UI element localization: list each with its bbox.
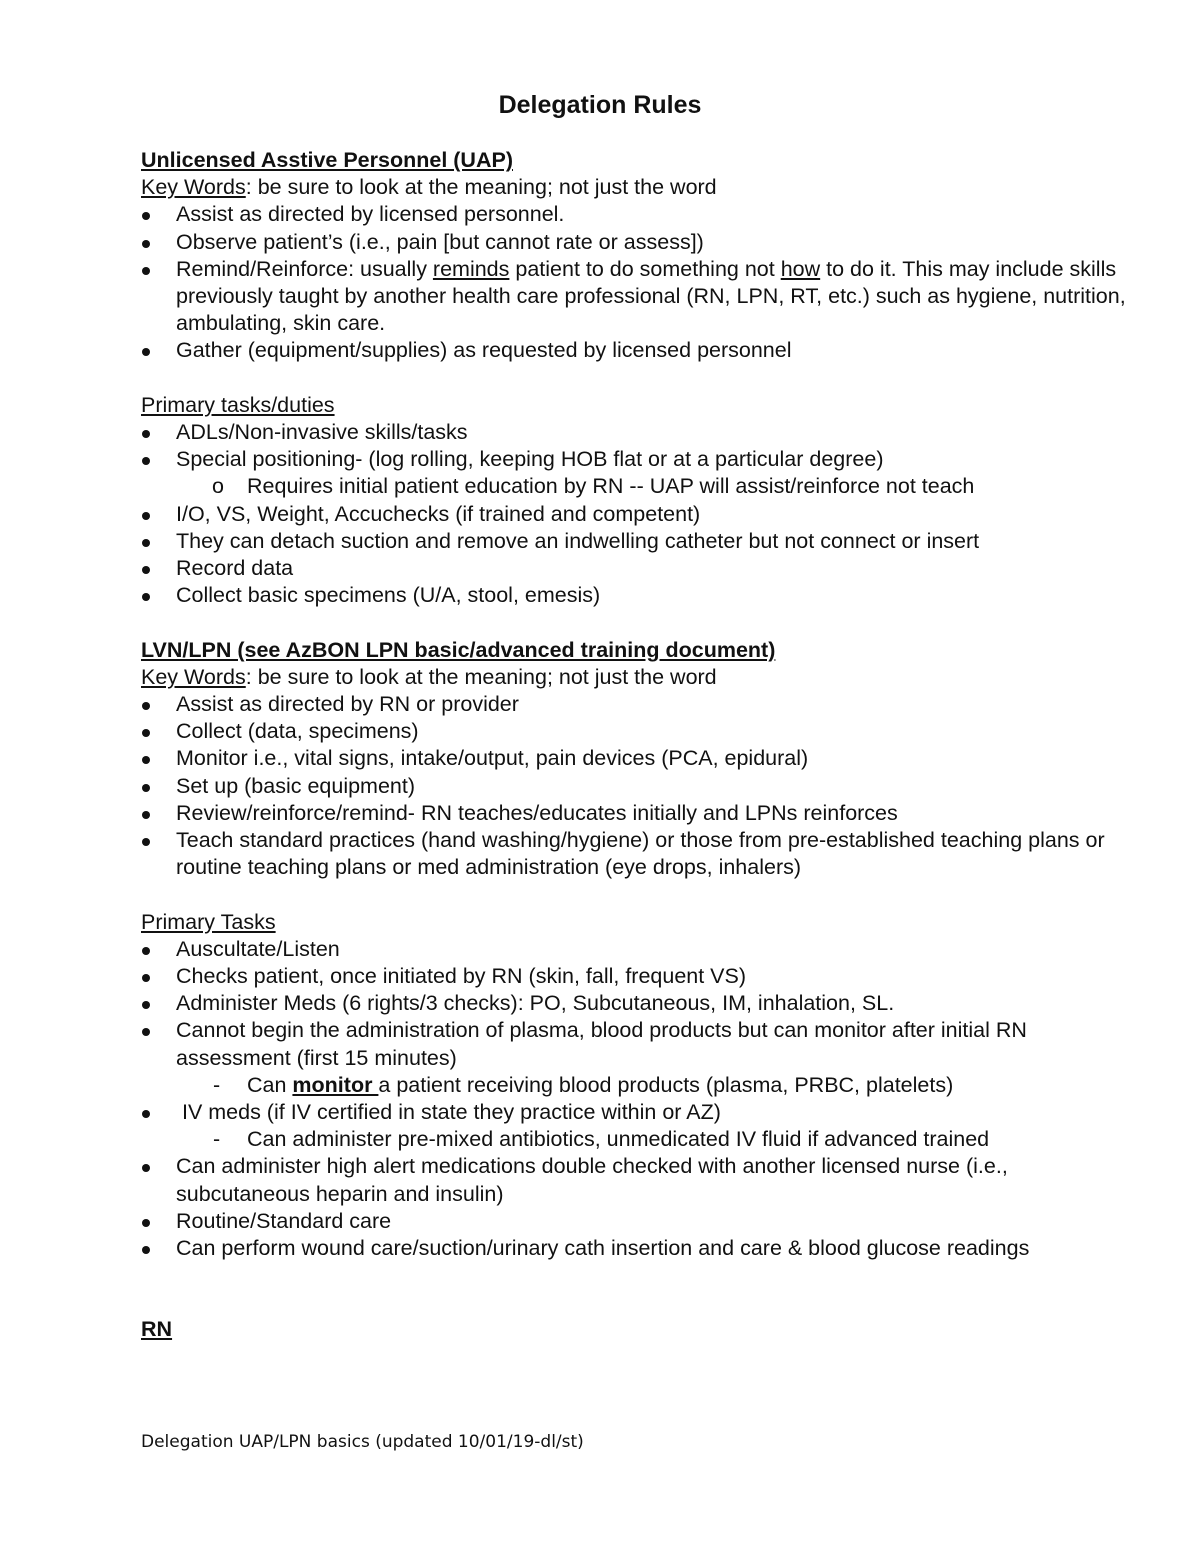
lpn-keywords-line <box>141 664 1141 691</box>
uap-keyword-list <box>141 201 1141 364</box>
list-item: Set up (basic equipment) <box>141 773 1141 800</box>
lpn-iv-sub-list <box>141 1126 1141 1153</box>
uap-keywords-line <box>141 174 1141 201</box>
lpn-iv-list <box>141 1099 1141 1126</box>
list-item: ADLs/Non-invasive skills/tasks <box>141 419 1141 446</box>
uap-keywords-label: Key Words <box>141 175 246 200</box>
rn-heading: RN <box>141 1317 173 1342</box>
sub-list-item <box>141 473 1141 500</box>
list-item: Collect basic specimens (U/A, stool, emesis) <box>141 582 1141 609</box>
list-item: Can administer high alert medications double checked with another licensed nurse (i.e., subcutaneous heparin and insulin) <box>141 1153 1141 1207</box>
lpn-task-list <box>141 936 1141 1072</box>
list-item: Review/reinforce/remind- RN teaches/educates initially and LPNs reinforces <box>141 800 1141 827</box>
sub-item-text: a patient receiving blood products (plasma, PRBC, platelets) <box>378 1072 954 1097</box>
list-item: They can detach suction and remove an indwelling catheter but not connect or insert <box>141 528 1141 555</box>
list-item <box>141 256 1141 338</box>
page-footer: Delegation UAP/LPN basics (updated 10/01/19-dl/st) <box>141 1432 584 1452</box>
remind-text: to do it. This may include skills previously taught by another health care professional (RN, LPN, RT, etc.) such as hygiene, nutrition, ambulating, skin care. <box>176 256 1126 336</box>
list-item: I/O, VS, Weight, Accuchecks (if trained and competent) <box>141 501 1141 528</box>
uap-heading: Unlicensed Asstive Personnel (UAP) <box>141 148 513 172</box>
monitor-emphasis: monitor <box>292 1072 379 1097</box>
remind-text: patient to do something not <box>509 256 781 281</box>
dash-bullet-icon: - <box>213 1072 221 1097</box>
list-item: Can perform wound care/suction/urinary cath insertion and care & blood glucose readings <box>141 1235 1141 1262</box>
sub-list-item <box>141 1126 1141 1153</box>
list-item: Checks patient, once initiated by RN (skin, fall, frequent VS) <box>141 963 1141 990</box>
list-item: Teach standard practices (hand washing/hygiene) or those from pre-established teaching plans or routine teaching plans or med administration (eye drops, inhalers) <box>141 827 1141 881</box>
list-item: Collect (data, specimens) <box>141 718 1141 745</box>
how-emphasis: how <box>780 256 821 281</box>
lpn-heading: LVN/LPN (see AzBON LPN basic/advanced training document) <box>141 637 776 662</box>
sub-list-item <box>141 1072 1141 1099</box>
remind-text: Remind/Reinforce: usually <box>176 256 433 281</box>
lpn-primary-label: Primary Tasks <box>141 909 276 934</box>
lpn-keywords-text: : be sure to look at the meaning; not just the word <box>245 664 717 689</box>
list-item: Monitor i.e., vital signs, intake/output, pain devices (PCA, epidural) <box>141 745 1141 772</box>
uap-primary-list-continued <box>141 501 1141 610</box>
list-item: Cannot begin the administration of plasma, blood products but can monitor after initial RN assessment (first 15 minutes) <box>141 1017 1141 1071</box>
sub-item-text: Can administer pre-mixed antibiotics, unmedicated IV fluid if advanced trained <box>247 1127 990 1152</box>
sub-item-text: Requires initial patient education by RN -- UAP will assist/reinforce not teach <box>247 474 975 499</box>
lpn-keyword-list <box>141 691 1141 881</box>
list-item: IV meds (if IV certified in state they practice within or AZ) <box>141 1099 1141 1126</box>
uap-sub-list <box>141 473 1141 500</box>
dash-bullet-icon: - <box>213 1127 221 1152</box>
lpn-task-list-continued <box>141 1153 1141 1262</box>
lpn-keywords-label: Key Words <box>141 664 246 689</box>
page-title: Delegation Rules <box>498 91 702 119</box>
sub-item-text: Can <box>247 1072 293 1097</box>
list-item: Assist as directed by RN or provider <box>141 691 1141 718</box>
list-item: Gather (equipment/supplies) as requested by licensed personnel <box>141 337 1141 364</box>
uap-primary-label: Primary tasks/duties <box>141 392 335 417</box>
list-item: Auscultate/Listen <box>141 936 1141 963</box>
uap-keywords-text: : be sure to look at the meaning; not just the word <box>245 175 717 200</box>
reminds-emphasis: reminds <box>432 256 510 281</box>
list-item: Observe patient’s (i.e., pain [but cannot rate or assess]) <box>141 229 1141 256</box>
list-item: Administer Meds (6 rights/3 checks): PO, Subcutaneous, IM, inhalation, SL. <box>141 990 1141 1017</box>
lpn-monitor-sub-list <box>141 1072 1141 1099</box>
list-item: Record data <box>141 555 1141 582</box>
document-body <box>141 147 1141 1343</box>
list-item: Routine/Standard care <box>141 1208 1141 1235</box>
circle-bullet-icon: o <box>212 474 224 499</box>
list-item: Special positioning- (log rolling, keeping HOB flat or at a particular degree) <box>141 446 1141 473</box>
list-item: Assist as directed by licensed personnel. <box>141 201 1141 228</box>
uap-primary-list <box>141 419 1141 473</box>
